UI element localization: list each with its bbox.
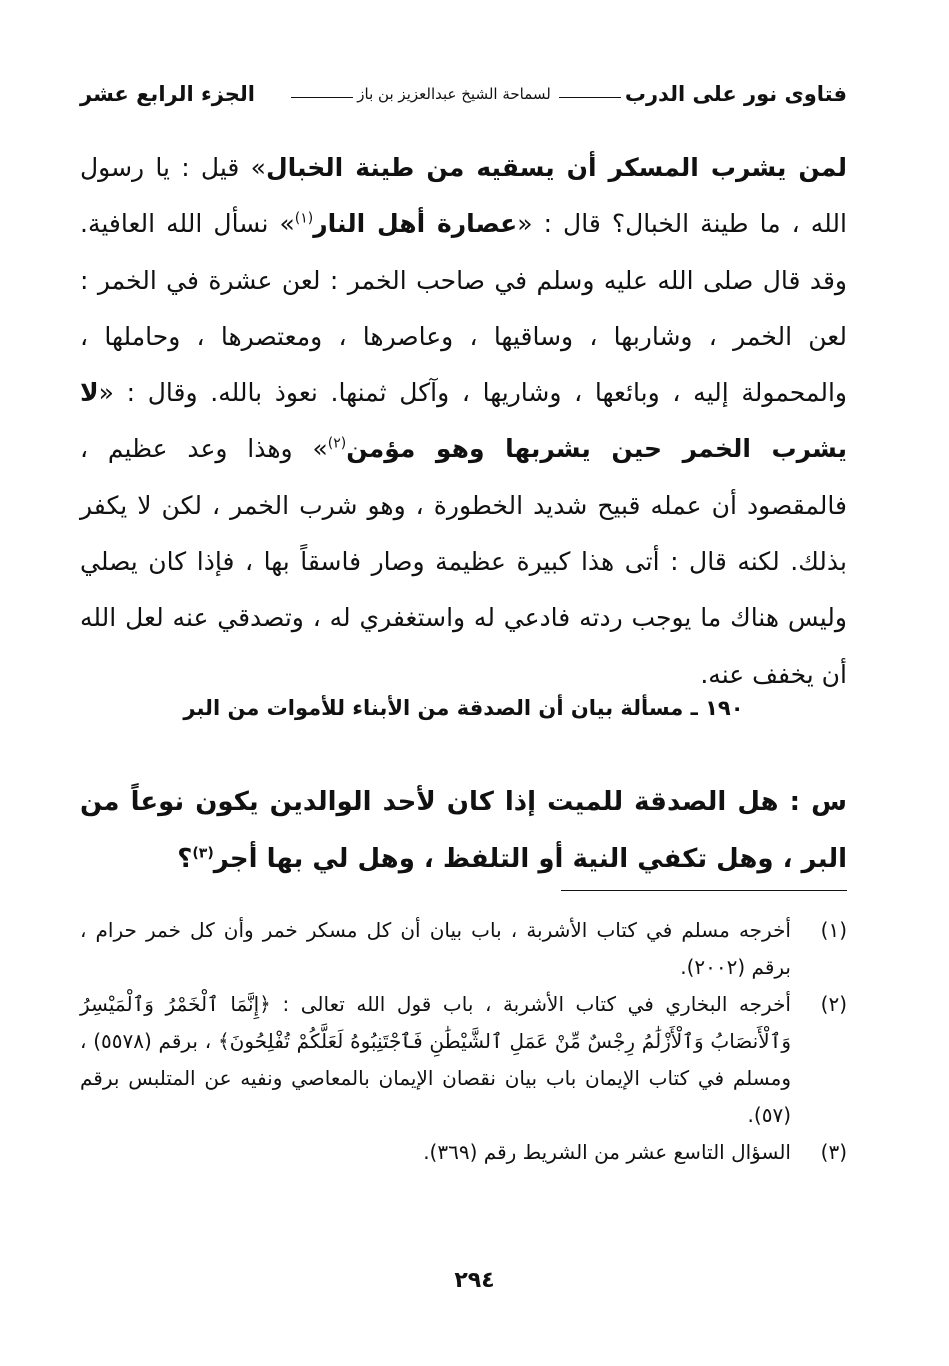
footnote-ref-1: (١) xyxy=(294,210,314,227)
footnote-ref-3: (٣) xyxy=(192,845,214,862)
footnote-number: (١) xyxy=(820,918,847,942)
body-text xyxy=(80,140,847,703)
hadith-quote-bold: لا يشرب الخمر حين يشربها وهو مؤمن xyxy=(80,378,848,464)
section-title: ١٩٠ ـ مسألة بيان أن الصدقة من الأبناء للأموات من البر xyxy=(183,696,744,720)
hadith-quote-bold: لمن يشرب المسكر أن يسقيه من طينة الخبال xyxy=(265,153,848,182)
footnote-text: السؤال التاسع عشر من الشريط رقم (٣٦٩). xyxy=(423,1140,791,1164)
running-header xyxy=(80,76,847,112)
footnote-separator xyxy=(561,890,847,891)
footnote-number: (٣) xyxy=(820,1140,847,1164)
header-rule xyxy=(291,97,353,98)
page-number: ٢٩٤ xyxy=(454,1268,495,1293)
footnote-number: (٢) xyxy=(820,992,847,1016)
footnote-text: أخرجه مسلم في كتاب الأشربة ، باب بيان أن كل مسكر خمر وأن كل خمر حرام ، برقم (٢٠٠٢). xyxy=(80,918,791,979)
volume-label: الجزء الرابع عشر xyxy=(80,82,255,106)
question-block xyxy=(80,774,847,888)
footnotes xyxy=(80,912,847,1171)
body-paragraph xyxy=(80,140,847,703)
question-paragraph xyxy=(80,774,847,888)
book-author: لسماحة الشيخ عبدالعزيز بن باز xyxy=(357,85,551,103)
header-right-group xyxy=(287,82,847,106)
footnote-1 xyxy=(80,912,847,986)
footnote-text: أخرجه البخاري في كتاب الأشربة ، باب قول الله تعالى : ﴿إِنَّمَا ٱلْخَمْرُ وَٱلْمَيْسِرُ وَٱلْأَنصَابُ وَٱلْأَزْلَٰمُ رِجْسٌ مِّنْ عَمَلِ ٱلشَّيْطَٰنِ فَٱجْتَنِبُوهُ لَعَلَّكُمْ تُفْلِحُونَ﴾ ، برقم (٥٥٧٨) ، ومسلم في كتاب الإيمان باب بيان نقصان الإيمان بالمعاصي ونفيه عن المتلبس برقم (٥٧). xyxy=(80,992,791,1127)
body-text-segment: » نسأل الله العافية. وقد قال صلى الله عليه وسلم في صاحب الخمر : لعن عشرة في الخمر : لعن الخمر ، وشاربها ، وساقيها ، وعاصرها ، ومعتصرها ، وحاملها ، والمحمولة إليه ، وبائعها ، وشاريها ، وآكل ثمنها. نعوذ بالله. وقال : « xyxy=(80,209,847,408)
book-title: فتاوى نور على الدرب xyxy=(624,82,847,106)
question-mark: ؟ xyxy=(177,844,193,874)
footnote-2 xyxy=(80,986,847,1134)
body-text-segment: » وهذا وعد عظيم ، فالمقصود أن عمله قبيح شديد الخطورة ، وهو شرب الخمر ، لكن لا يكفر بذلك. لكنه قال : أتى هذا كبيرة عظيمة وصار فاسقاً بها ، فإذا كان يصلي وليس هناك ما يوجب ردته فادعي له واستغفري له ، وتصدقي عنه لعل الله أن يخفف عنه. xyxy=(80,434,847,689)
body-text-segment: » قيل : يا رسول الله ، ما طينة الخبال؟ قال : « xyxy=(80,153,847,239)
hadith-quote-bold: عصارة أهل النار xyxy=(313,209,518,239)
footnote-3 xyxy=(80,1134,847,1171)
question-text: هل الصدقة للميت إذا كان لأحد الوالدين يكون نوعاً من البر ، وهل تكفي النية أو التلفظ ، وهل لي بها أجر xyxy=(80,787,847,874)
question-prefix: س : xyxy=(789,787,847,817)
footnote-ref-2: (٢) xyxy=(327,436,347,453)
header-dash xyxy=(559,97,621,98)
